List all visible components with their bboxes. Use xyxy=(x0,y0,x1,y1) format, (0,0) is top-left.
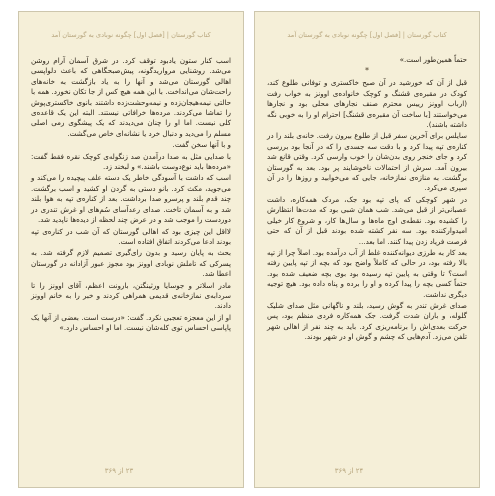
page-header: کتاب گورستان | [فصل اول] چگونه نوبادی به گورستان آمد xyxy=(287,31,447,39)
page-number: ۲۴ از ۳۶۹ xyxy=(334,467,364,475)
page-body xyxy=(267,55,467,344)
paragraph: لااقل این چیزی بود که اهالی گورستان که آن شب در کناره‌ی تپه بودند ادعا می‌کردند اتفاق افتاده است. xyxy=(31,226,231,246)
paragraph: قبل از آن که خورشید در آن صبح خاکستری و توفانی طلوع کند، کودک در مقبره‌ی قشنگ و کوچک خانواده‌ی اوونز به خواب رفت (ارباب اوونز رییس محترم صنف نجارهای محلی بود و نجارها می‌خواستند [با ساخت آن مقبره‌ی قشنگ] احترام او را به خوبی نگه داشته باشند). xyxy=(267,78,467,130)
paragraph: اسب کنار ستون یادبود توقف کرد. در شرق آسمان آرام روشن می‌شد. روشنایی مرواریدگونه، پیش‌صبحگاهی که باعث دلواپسی اهالی گورستان می‌شد و آنها را به یاد بازگشت به خانه‌های راحت‌شان می‌انداخت. با این همه هیچ کس از جا تکان نخورد. همه با حالتی نیمه‌هیجان‌زده و نیمه‌وحشت‌زده داشتند بانوی خاکستری‌پوش را تماشا می‌کردند. مرده‌ها خرافاتی نیستند. البته این یک قاعده‌ی کلی نیست. اما او را چنان می‌دیدند که یک پیشگوی رمی اصلی مسلم را می‌دید و دنبال خرد یا نشانه‌ای خاص می‌گشت. xyxy=(31,56,231,138)
section-separator: * xyxy=(365,66,369,76)
paragraph: در شهر کوچکی که پای تپه بود جک، مردک همه‌کاره، داشت عصبانی‌تر از قبل می‌شد. شب همان شبی بود که مدت‌ها انتظارش را کشیده بود. نقطه‌ی اوج ماه‌ها و سال‌ها کار، و شروع کار خیلی امیدوارکننده بود. سه نفر کشته شده بودند قبل از آن که حتی فرصت فریاد زدن پیدا کنند. اما بعد... xyxy=(267,194,467,246)
paragraph: صدای غرش تندر به گوش رسید، بلند و ناگهانی مثل صدای شلیک گلوله، و باران شدت گرفت. جک همه‌کاره فردی منظم بود، پس حرکت بعدی‌اش را برنامه‌ریزی کرد. باید به چند نفر از اهالی شهر تلفن می‌زد. آدم‌هایی که چشم و گوش او در شهر بودند. xyxy=(267,300,467,342)
paragraph: اسب که داشت با آسودگی خاطر یک دسته علف پیچیده را می‌کند و می‌جوید، مکث کرد. بانو دستی به گردن او کشید و اسب برگشت. چند قدم بلند و پرسرو صدا برداشت. بعد از کناره‌ی تپه به هوا بلند شد و به آسمان تاخت. صدای رعدآسای سُم‌های او غرش تندری در دوردست را موجب شد و در عرض چند لحظه از دیده‌ها ناپدید شد. xyxy=(31,173,231,225)
paragraph: و با آنها سخن گفت. xyxy=(172,140,231,150)
right-page xyxy=(254,11,480,488)
paragraph: بحث به پایان رسید و بدون رای‌گیری تصمیم لازم گرفته شد. به پسرکی که تاملش نوبادی اوونز بود مجوز عبور آزادانه در گورستان اعطا شد. xyxy=(31,248,231,279)
paragraph: او از این معجزه تعجبی نکرد. گفت: «درست است. بعضی از آنها یک پاپاسی احساس توی کله‌شان نیست. اما او احساس دارد.» xyxy=(31,312,231,333)
paragraph-intro: حتماً همین‌طور است.» xyxy=(399,55,467,64)
paragraph: با صدایی مثل به صدا درآمدن صد زنگوله‌ی کوچک نقره فقط گفت: «مرده‌ها باید نوع‌دوست باشند.» و لبخند زد. xyxy=(31,151,231,172)
paragraph: مادر اسلاتر و جوسایا ورثینگتن، بارونت اعظم، آقای اوونز را تا سردابه‌ی نمازخانه‌ی قدیمی همراهی کردند و خبر را به خانم اوونز دادند. xyxy=(31,280,231,311)
left-page xyxy=(18,11,244,488)
book-spread xyxy=(18,11,480,488)
page-number: ۲۳ از ۳۶۹ xyxy=(104,467,134,475)
page-body xyxy=(31,56,231,335)
paragraph: سایلس برای آخرین سفر قبل از طلوع بیرون رفت. خانه‌ی بلند را در کناره‌ی تپه پیدا کرد و با دقت سه جسدی را که در آنجا بود بررسی کرد و جای خنجر روی بدن‌شان را خوب وارسی کرد. وقتی قانع شد بیرون آمد. سرش از احتمالات ناخوشایند پر بود. بعد به گورستان برگشت. به منازه‌ی نمازخانه، جایی که می‌خوابید و روزها را در آن سپری می‌کرد. xyxy=(267,131,467,193)
page-header: کتاب گورستان | [فصل اول] چگونه نوبادی به گورستان آمد xyxy=(51,31,211,39)
paragraph: بعد کار به طرزی دیوانه‌کننده غلط از آب درآمده بود. اصلاً چرا از تپه بالا رفته بود، در حالی که کاملاً واضح بود که بچه از تپه پایین رفته است؟ تا وقتی به پایین تپه رسیده بود بوی بچه ضعیف شده بود. حتماً کسی بچه را پیدا کرده و او را برده و پناه داده بود. هیچ توجیه دیگری نداشت. xyxy=(267,247,467,299)
